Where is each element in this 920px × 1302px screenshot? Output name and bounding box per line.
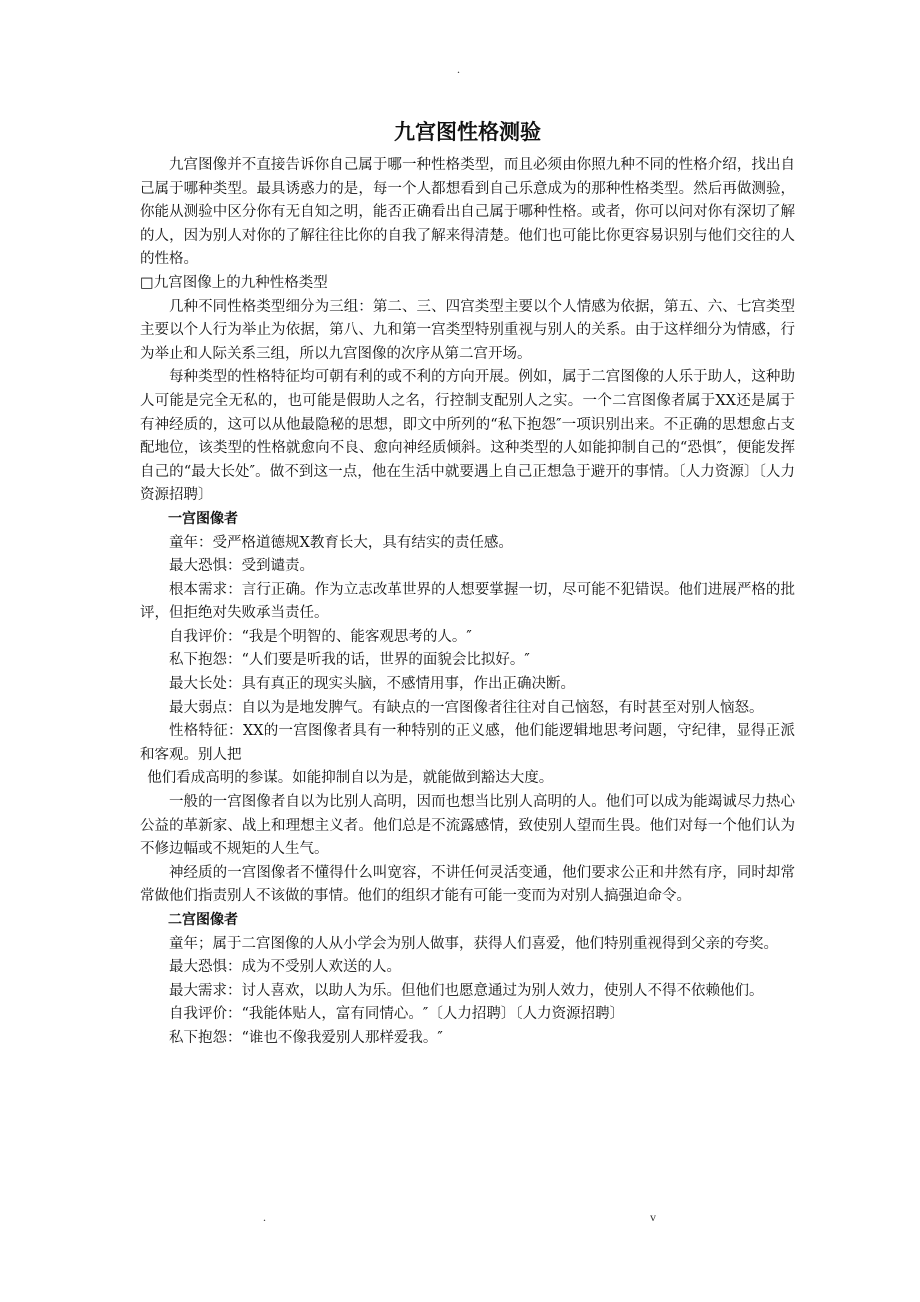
document-title: 九宫图性格测验 [394,120,541,144]
section-heading: □九宫图像上的九种性格类型 [140,274,328,291]
type1-self-eval: 自我评价：“我是个明智的、能客观思考的人。″ [169,628,472,645]
type2-fear: 最大恐惧：成为不受别人欢送的人。 [169,959,401,976]
footer-dot: . [263,1210,266,1224]
type1-need: 根本需求：言行正确。作为立志改革世界的人想要掌握一切，尽可能不犯错误。他们进展严格的批评，但拒绝对失败承当责任。 [140,581,795,622]
type1-fear: 最大恐惧：受到谴责。 [169,558,314,575]
type2-heading: 二宫图像者 [168,912,238,928]
type1-complaint: 私下抱怨：“人们要是听我的话，世界的面貌会比拟好。″ [169,652,530,669]
type1-neurotic: 神经质的一宫图像者不懂得什么叫宽容，不讲任何灵活变通，他们要求公正和井然有序，同时却常常做他们指责别人不该做的事情。他们的组织才能有可能一变而为对别人搞强迫命令。 [140,864,795,905]
traits-paragraph: 每种类型的性格特征均可朝有利的或不利的方向开展。例如，属于二宫图像的人乐于助人，这种助人可能是完全无私的，也可能是假助人之名，行控制支配别人之实。一个二宫图像者属于XX还是属于有神经质的，这可以从他最隐秘的思想，即文中所列的“私下抱怨″一项识别出来。不正确的思想愈占支配地位，该类型的性格就愈向不良、愈向神经质倾斜。这种类型的人如能抑制自己的“恐惧″，便能发挥自己的“最大长处″。做不到这一点，他在生活中就要遇上自己正想急于避开的事情。〔人力资源〕〔人力资源招聘〕 [140,369,795,504]
type2-complaint: 私下抱怨：“谁也不像我爱别人那样爱我。″ [169,1029,443,1046]
type1-childhood: 童年：受严格道德规X教育长大，具有结实的责任感。 [169,534,513,551]
header-dot: . [457,62,460,76]
type1-strength: 最大长处：具有真正的现实头脑，不感情用事，作出正确决断。 [169,676,575,693]
type1-character-a: 性格特征：XX的一宫图像者具有一种特别的正义感，他们能逻辑地思考问题，守纪律，显得正派和客观。别人把 [140,723,795,763]
type1-general: 一般的一宫图像者自以为比别人高明，因而也想当比别人高明的人。他们可以成为能竭诚尽力热心公益的革新家、战上和理想主义者。他们总是不流露感情，致使别人望而生畏。他们对每一个他们认为不修边幅或不规矩的人生气。 [140,794,795,858]
type2-need: 最大需求：讨人喜欢，以助人为乐。但他们也愿意通过为别人效力，使别人不得不依赖他们。 [169,982,764,999]
type1-weakness: 最大弱点：自以为是地发脾气。有缺点的一宫图像者往往对自己恼怒，有时甚至对别人恼怒。 [169,699,764,716]
type2-self-eval: 自我评价：“我能体贴人，富有同情心。″〔人力招聘〕〔人力资源招聘〕 [169,1006,625,1023]
type2-childhood: 童年；属于二宫图像的人从小学会为别人做事，获得人们喜爱，他们特别重视得到父亲的夸奖。 [169,935,778,952]
groups-paragraph: 几种不同性格类型细分为三组：第二、三、四宫类型主要以个人情感为依据，第五、六、七宫类型主要以个人行为举止为依据，第八、九和第一宫类型特别重视与别人的关系。由于这样细分为情感，行为举止和人际关系三组，所以九宫图像的次序从第二宫开场。 [140,298,795,362]
type1-heading: 一宫图像者 [168,510,238,527]
page-number: v [650,1210,656,1224]
intro-paragraph: 九宫图像并不直接告诉你自己属于哪一种性格类型，而且必须由你照九种不同的性格介绍，找出自己属于哪种类型。最具诱惑力的是，每一个人都想看到自己乐意成为的那种性格类型。然后再做测验，你能从测验中区分你有无自知之明，能否正确看出自己属于哪种性格。或者，你可以问对你有深切了解的人，因为别人对你的了解往往比你的自我了解来得清楚。他们也可能比你更容易识别与他们交往的人的性格。 [140,157,795,268]
type1-character-b: 他们看成高明的参谋。如能抑制自以为是，就能做到豁达大度。 [147,770,554,787]
document-body [140,118,795,1051]
